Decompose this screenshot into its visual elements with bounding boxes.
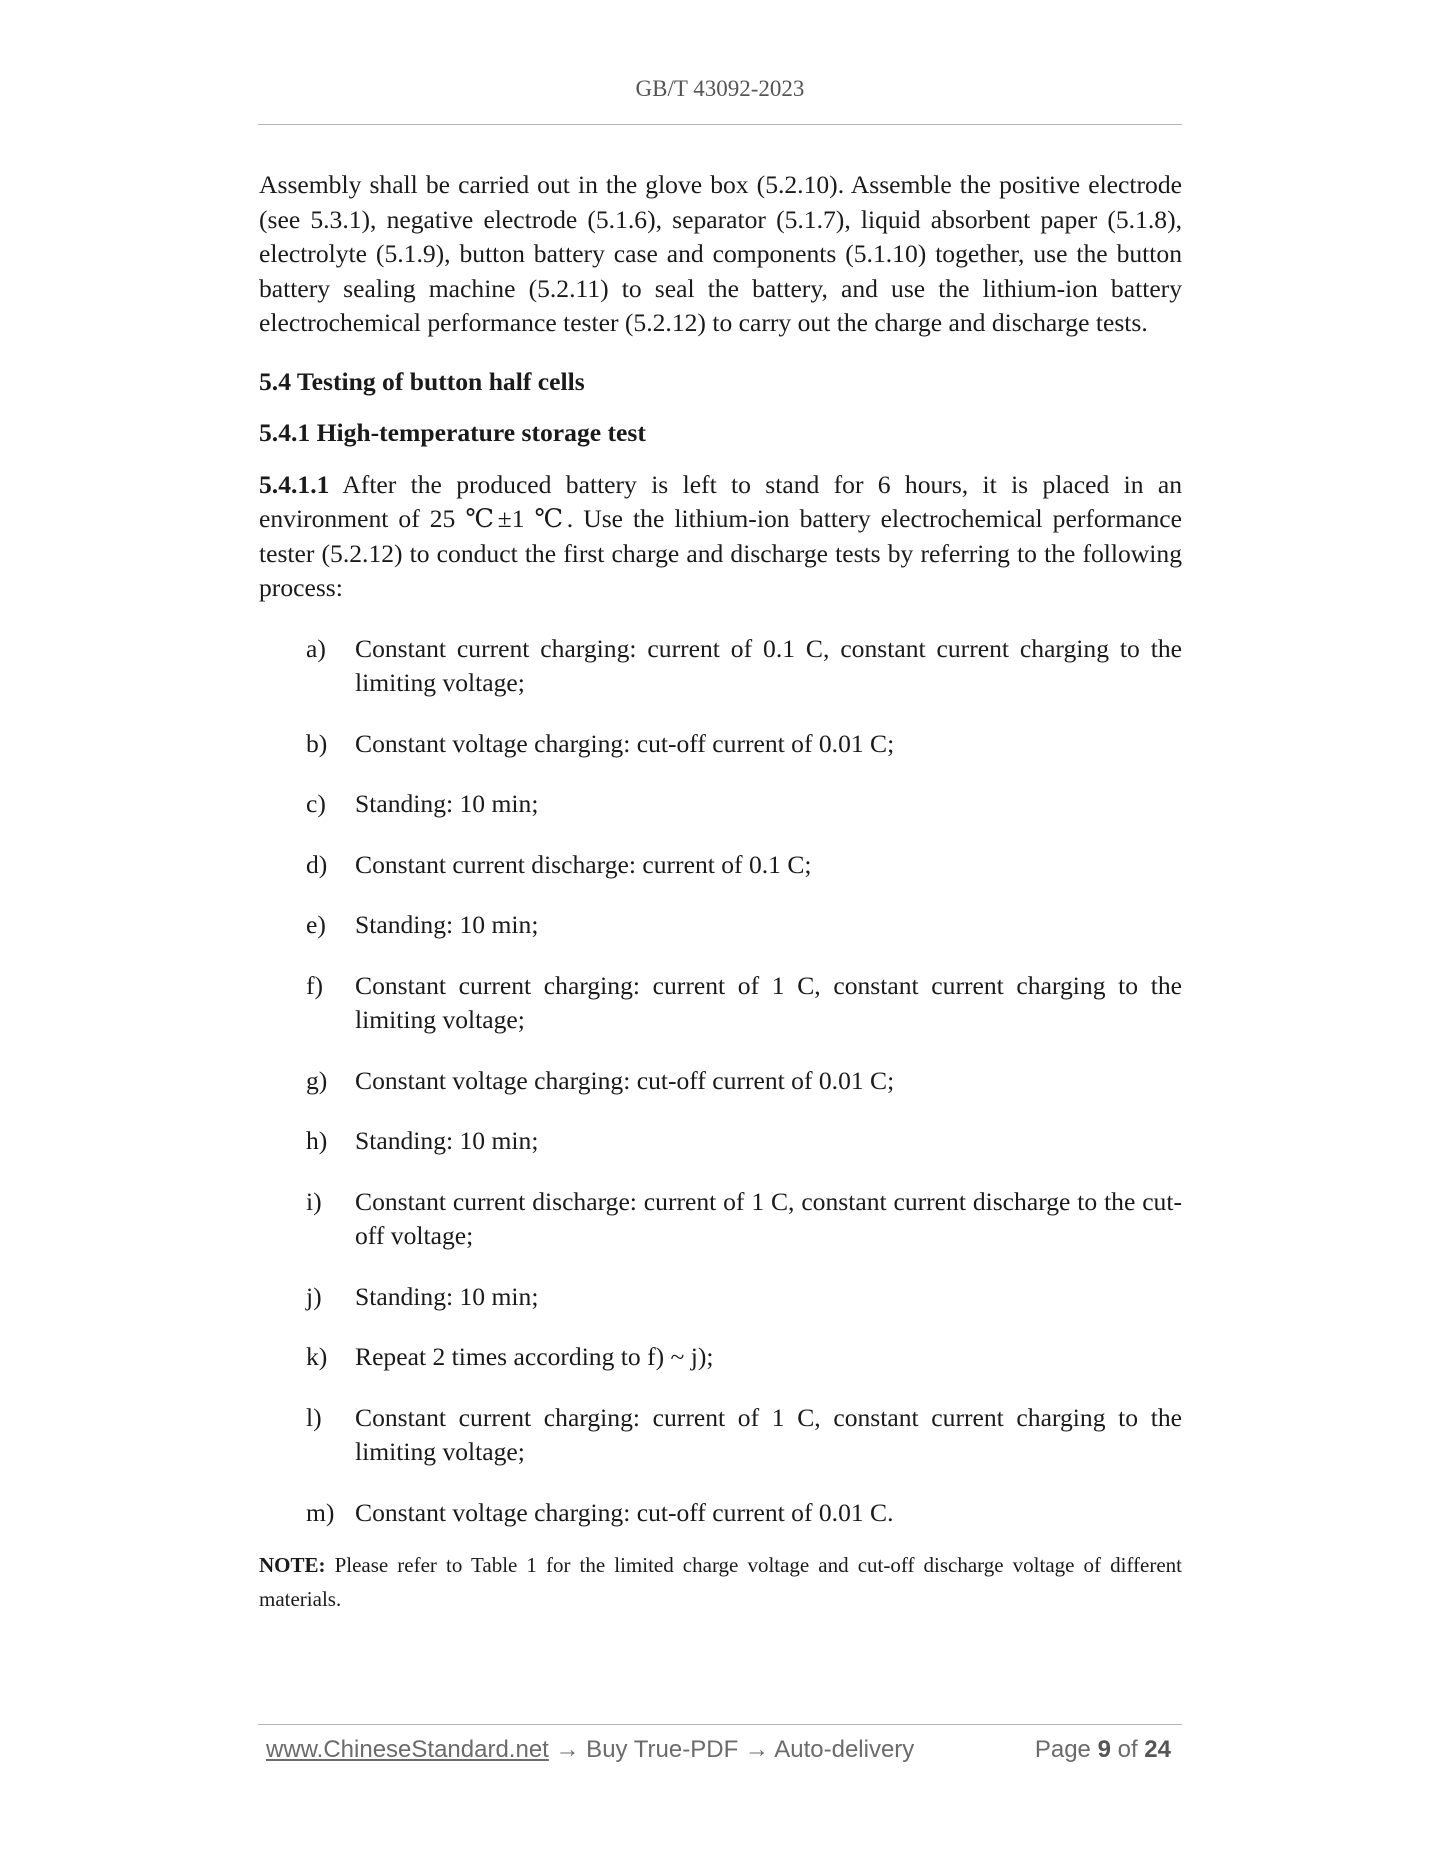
list-item: [259, 727, 1182, 762]
list-marker: i): [306, 1186, 322, 1216]
list-item: [259, 632, 1182, 701]
list-marker: d): [306, 849, 328, 879]
list-item: [259, 1496, 1182, 1531]
note-paragraph: [259, 1548, 1182, 1616]
clause-number: 5.4.1.1: [259, 469, 330, 499]
page-header: GB/T 43092-2023: [635, 76, 805, 101]
list-marker: f): [306, 970, 324, 1000]
website-link[interactable]: www.ChineseStandard.net: [266, 1736, 549, 1763]
list-marker: c): [306, 789, 326, 818]
list-item: [259, 908, 1182, 943]
list-item: [259, 787, 1182, 822]
list-item: [259, 1340, 1182, 1375]
page-indicator: [1035, 1736, 1171, 1764]
list-item-text: Constant voltage charging: cut-off current of 0.01 C;: [355, 728, 895, 758]
list-marker: h): [306, 1126, 328, 1155]
list-marker: e): [306, 910, 326, 939]
list-item-text: Constant current charging: current of 1 C, constant current charging to the limiting voltage;: [355, 970, 1182, 1034]
list-item-text: Constant voltage charging: cut-off current of 0.01 C.: [355, 1497, 894, 1527]
list-item-text: Constant voltage charging: cut-off current of 0.01 C;: [355, 1065, 895, 1095]
list-marker: k): [306, 1342, 328, 1371]
list-item-text: Constant current discharge: current of 1 C, constant current discharge to the cut-off voltage;: [355, 1186, 1182, 1250]
of-word: of: [1117, 1736, 1138, 1763]
intro-paragraph: Assembly shall be carried out in the glove box (5.2.10). Assemble the positive electrode (see 5.3.1), negative electrode (5.1.6), separator (5.1.7), liquid absorbent paper (5.1.8), electrolyte (5.1.9), button battery case and components (5.1.10) together, use the button battery sealing machine (5.2.11) to seal the battery, and use the lithium-ion battery electrochemical performance tester (5.2.12) to carry out the charge and discharge tests.: [259, 170, 1182, 337]
footer-divider: [258, 1724, 1182, 1725]
note-label: NOTE:: [259, 1553, 326, 1577]
list-item-text: Repeat 2 times according to f) ~ j);: [355, 1342, 714, 1371]
list-item: [259, 1064, 1182, 1099]
clause-text: After the produced battery is left to stand for 6 hours, it is placed in an environment of 25 ℃±1 ℃. Use the lithium-ion battery electrochemical performance tester (5.2.12) to conduct the first charge and discharge tests by referring to the following process:: [259, 469, 1182, 602]
section-heading: 5.4 Testing of button half cells: [259, 366, 585, 396]
list-item: [259, 969, 1182, 1038]
note-text: Please refer to Table 1 for the limited charge voltage and cut-off discharge voltage of different materials.: [259, 1553, 1183, 1611]
header-divider: [258, 124, 1182, 125]
list-marker: j): [306, 1281, 322, 1311]
list-marker: l): [306, 1402, 322, 1432]
list-item-text: Constant current charging: current of 0.1 C, constant current charging to the limiting voltage;: [355, 633, 1182, 697]
list-item-text: Constant current discharge: current of 0.1 C;: [355, 849, 812, 879]
page-word: Page: [1034, 1736, 1091, 1763]
list-marker: b): [306, 728, 328, 758]
page-content: [259, 168, 1182, 1616]
list-item: [259, 1185, 1182, 1254]
clause-paragraph: [259, 468, 1182, 606]
list-item-text: Standing: 10 min;: [355, 789, 539, 818]
page-total: 24: [1144, 1736, 1171, 1763]
procedure-steps: [259, 632, 1182, 1531]
page-current: 9: [1097, 1736, 1111, 1763]
list-marker: a): [306, 633, 326, 663]
subsection-heading: 5.4.1 High-temperature storage test: [259, 418, 646, 447]
list-item: [259, 848, 1182, 883]
list-item: [259, 1401, 1182, 1470]
list-item-text: Standing: 10 min;: [355, 1126, 539, 1155]
page-footer: [266, 1736, 1182, 1770]
list-item: [259, 1280, 1182, 1315]
footer-promo-text: → Buy True-PDF → Auto-delivery: [555, 1736, 915, 1763]
list-item-text: Constant current charging: current of 1 C, constant current charging to the limiting voltage;: [355, 1402, 1182, 1466]
list-item-text: Standing: 10 min;: [355, 910, 539, 939]
list-marker: m): [306, 1497, 335, 1527]
list-item-text: Standing: 10 min;: [355, 1281, 539, 1311]
list-item: [259, 1124, 1182, 1159]
list-marker: g): [306, 1065, 328, 1095]
